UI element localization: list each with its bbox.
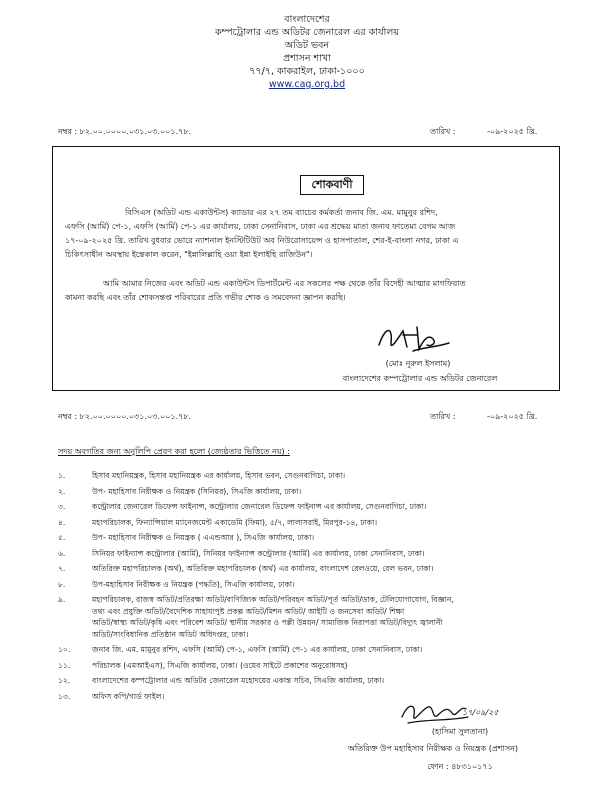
- distribution-item-number: ৫.: [58, 533, 66, 542]
- distribution-item-text: [92, 486, 562, 498]
- condolence-para1-line3: ১৭-০৯-২০২৫ খ্রি. তারিখ বুধবার ভোরে ন্যাশনাল ইনস্টিটিউট অব নিউরোসায়েন্স ও হাসপাতাল, শের-ই-বাংলা নগর, ঢাকা এ: [65, 236, 459, 245]
- distribution-item-number: ৭.: [58, 564, 66, 573]
- distribution-list: [58, 470, 568, 710]
- distribution-item-number: ১৩.: [58, 691, 71, 701]
- distribution-item-text: [92, 517, 562, 529]
- distribution-item-number: ৬.: [58, 548, 66, 558]
- distribution-heading: সদয় অবগতির জন্য অনুলিপি প্রেরণ করা হলো (জ্যেষ্ঠতার ভিত্তিতে নয়) :: [58, 447, 290, 456]
- distribution-item-text: [92, 594, 562, 640]
- distribution-item-number: ৪.: [58, 517, 66, 527]
- memo-number-bottom: নম্বর : ৮২.০০.০০০০.০৩১.০৩.০০১.৭৮.: [58, 412, 192, 421]
- distribution-item-line: অতিরিক্ত মহাপরিচালক (অর্থ), অতিরিক্ত মহাপরিচালক (অর্থ) এর কার্যালয়, বাংলাদেশ রেলওয়ে, রেল ভবন, ঢাকা।: [92, 564, 434, 573]
- distribution-item-text: [92, 644, 562, 656]
- distribution-item-text: [92, 501, 562, 513]
- distribution-item-line: মহাপরিচালক, ফিন্যান্সিয়াল ম্যানেজমেন্ট একাডেমি (ফিমা), ৫/৭, লালাসরাই, মিরপুর-১৪, ঢাকা।: [92, 517, 378, 527]
- distribution-item-number: ৯.: [58, 595, 66, 604]
- distribution-item-line: উপ-মহাহিসাব নিরীক্ষক ও নিয়ন্ত্রক (পদ্ধতি), সিএজি কার্যালয়, ঢাকা।: [92, 579, 295, 589]
- distribution-item-line: অডিট/সাংবিধানিক প্রতিষ্ঠান অডিট অধিদপ্তর, ঢাকা।: [92, 629, 249, 639]
- distribution-item-text: [92, 532, 562, 544]
- memo-date-label-bottom: তারিখ :: [430, 412, 456, 421]
- header-country: বাংলাদেশের: [284, 14, 330, 25]
- distribution-item-line: মহাপরিচালক, রাজস্ব অডিট/প্রতিরক্ষা অডিট/বাণিজ্যিক অডিট/পরিবহন অডিট/পূর্ত অডিট/ডাক, টেলিযোগাযোগ, বিজ্ঞান,: [92, 595, 454, 604]
- admin-signer-name: (হাসিমা সুলতানা): [431, 727, 489, 736]
- condolence-para2-line1: আমি আমার নিজের এবং অডিট এন্ড একাউন্টস ডিপার্টমেন্ট এর সকলের পক্ষ থেকে তাঁর বিদেহী আত্মার মাগফিরাত: [103, 279, 466, 288]
- distribution-item-text: [92, 548, 562, 560]
- admin-signer-phone: ফোন : ৪৮৩১০১৭১: [427, 762, 493, 771]
- memo-date-label-top: তারিখ :: [430, 127, 456, 136]
- header-building: অডিট ভবন: [284, 40, 330, 51]
- distribution-item-number: ৮.: [58, 579, 66, 589]
- cag-signer-title: বাংলাদেশের কম্পট্রোলার এন্ড অডিটর জেনারেল: [342, 374, 498, 383]
- condolence-box: [52, 146, 560, 391]
- distribution-item-line: তথ্য এবং প্রযুক্তি অডিট/বৈদেশিক সাহায্যপুষ্ট প্রকল্প অডিট/মিশন অডিট/ আইটি ও জনসেবা অডিট/ শিক্ষা: [92, 606, 405, 616]
- memo-date-value-top: -০৯-২০২৫ খ্রি.: [487, 127, 538, 136]
- distribution-item-number: ১১.: [58, 660, 71, 670]
- distribution-item-number: ২.: [58, 486, 66, 496]
- distribution-item-number: ১০.: [58, 645, 71, 654]
- distribution-item-number: ১২.: [58, 676, 71, 685]
- distribution-item-text: [92, 675, 562, 687]
- distribution-item-line: সিনিয়র ফাইন্যান্স কন্ট্রোলার (আর্মি), সিনিয়র ফাইন্যান্স কন্ট্রোলার (আর্মি) এর কার্যালয়, ঢাকা সেনানিবাস, ঢাকা।: [92, 548, 425, 558]
- distribution-item-line: অডিট/স্বাস্থ্য অডিট/কৃষি এবং পরিবেশ অডিট/ স্থানীয় সরকার ও পল্লী উন্নয়ন/ সামাজিক নিরাপত্তা অডিট/বিদ্যুৎ জ্বালানী: [92, 618, 443, 627]
- distribution-item-line: উপ- মহাহিসাব নিরীক্ষক ও নিয়ন্ত্রক (সিনিয়র), সিএজি কার্যালয়, ঢাকা।: [92, 486, 302, 496]
- condolence-para1-line4: চিকিৎসাধীন অবস্থায় ইন্তেকাল করেন, "ইন্নালিল্লাহি ওয়া ইন্না ইলাইহি রাজিউন"।: [65, 250, 313, 259]
- distribution-item-line: জনাব জি. এম. মামুনুর রশিদ, এফসি (আর্মি) পে-১, এফসি (আর্মি) পে-১ এর কার্যালয়, ঢাকা সেনানিবাস, ঢাকা।: [92, 645, 423, 654]
- distribution-item-text: [92, 660, 562, 672]
- condolence-para2-line2: কামনা করছি এবং তাঁর শোকসন্তপ্ত পরিবারের প্রতি গভীর শোক ও সমবেদনা জ্ঞাপন করছি।: [65, 293, 346, 302]
- distribution-item-text: [92, 579, 562, 591]
- condolence-para1-line2: এফসি (আর্মি) পে-১, এফসি (আর্মি) পে-১ এর কার্যালয়, ঢাকা সেনানিবাস, ঢাকা এর শ্রদ্ধেয় মাতা জনাব ফাতেমা বেগম আজ: [65, 222, 456, 231]
- memo-number-top: নম্বর : ৮২.০০.০০০০.০৩১.০৩.০০১.৭৮.: [58, 127, 192, 136]
- distribution-item-number: ৩.: [58, 502, 66, 511]
- admin-sign-date: ১৭/০৯/২৫: [462, 708, 499, 717]
- distribution-item-text: [92, 470, 562, 482]
- header-website-link[interactable]: www.cag.org.bd: [268, 79, 346, 90]
- distribution-item-line: বাংলাদেশের কম্পট্রোলার এন্ড অডিটর জেনারেল মহোদয়ের একান্ত সচিব, সিএজি কার্যালয়, ঢাকা।: [92, 676, 385, 685]
- header-address: ৭৭/৭, কাকরাইল, ঢাকা-১০০০: [249, 66, 365, 77]
- distribution-item-line: উপ- মহাহিসাব নিরীক্ষক ও নিয়ন্ত্রক ( এএন্ডআর ), সিএজি কার্যালয়, ঢাকা।: [92, 533, 315, 542]
- header-branch: প্রশাসন শাখা: [283, 53, 331, 64]
- distribution-item-text: [92, 563, 562, 575]
- distribution-item-line: পরিচালক (এমআইএস), সিএজি কার্যালয়, ঢাকা। (ওয়েব সাইটে প্রকাশের অনুরোধসহ): [92, 660, 348, 670]
- memo-date-value-bottom: -০৯-২০২৫ খ্রি.: [487, 412, 538, 421]
- condolence-title: শোকবাণী: [300, 175, 364, 195]
- distribution-item-number: ১.: [58, 471, 66, 480]
- header-office: কম্পট্রোলার এন্ড অডিটর জেনারেল এর কার্যালয়: [215, 27, 399, 38]
- condolence-para1-line1: বিসিএস (অডিট এন্ড একাউন্টস) ক্যাডার এর ২৭ তম ব্যাচের কর্মকর্তা জনাব জি. এম. মামুনুর রশিদ,: [125, 208, 438, 217]
- distribution-item-line: কন্ট্রোলার জেনারেল ডিফেন্স ফাইনান্স, কন্ট্রোলার জেনারেল ডিফেন্স ফাইনান্স এর কার্যালয়, সেগুনবাগিচা, ঢাকা।: [92, 502, 427, 511]
- distribution-item-line: অফিস কপি/গার্ড ফাইল।: [92, 691, 165, 701]
- admin-signer-title: অতিরিক্ত উপ মহাহিসাব নিরীক্ষক ও নিয়ন্ত্রক (প্রশাসন): [347, 744, 519, 753]
- distribution-item-line: হিসাব মহানিয়ন্ত্রক, হিসাব মহানিয়ন্ত্রক এর কার্যালয়, হিসাব ভবন, সেগুনবাগিচা, ঢাকা।: [92, 471, 346, 480]
- cag-signer-name: (মোঃ নূরুল ইসলাম): [385, 359, 451, 368]
- signature-cag: [373, 317, 453, 357]
